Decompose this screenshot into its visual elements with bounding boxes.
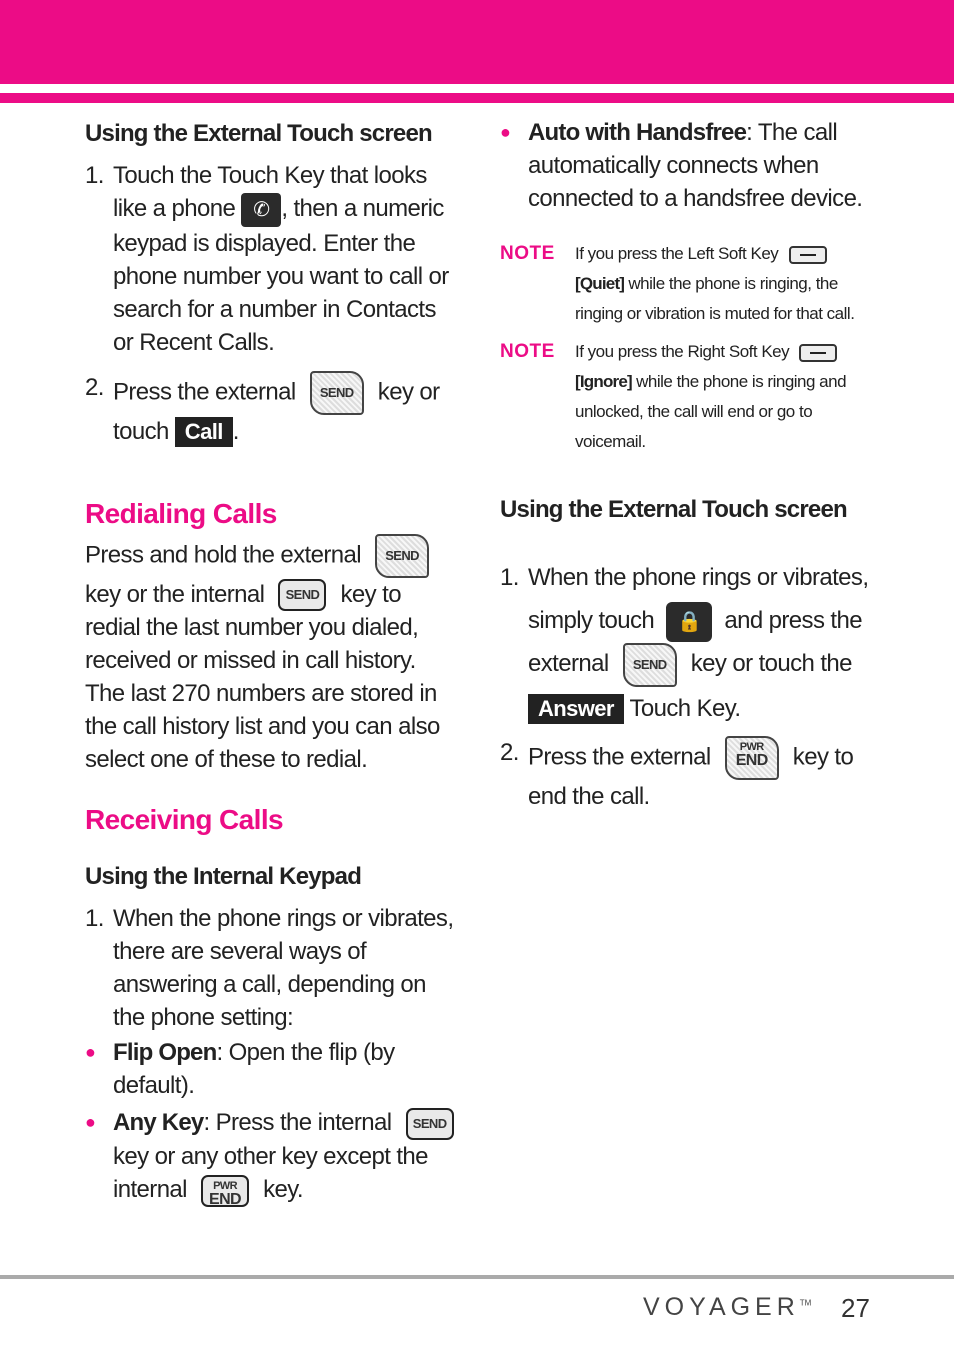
pwr-label: PWR bbox=[213, 1179, 237, 1192]
note-text: while the phone is ringing, the ringing or vibration is muted for that call. bbox=[575, 274, 855, 323]
brand-logo bbox=[643, 1293, 811, 1322]
item-text: Touch Key. bbox=[629, 694, 741, 722]
section-heading-internal-keypad: Using the Internal Keypad bbox=[85, 863, 362, 891]
internal-send-key-icon: SEND bbox=[278, 579, 326, 611]
end-label: END bbox=[209, 1190, 241, 1208]
phone-icon: ✆ bbox=[241, 193, 281, 227]
section-heading-external-touch: Using the External Touch screen bbox=[85, 120, 432, 147]
receiving-calls-heading: Receiving Calls bbox=[85, 804, 283, 836]
bullet-icon: ● bbox=[85, 1042, 96, 1063]
bullet-icon: ● bbox=[500, 122, 511, 142]
bullet-term: Flip Open bbox=[113, 1039, 217, 1067]
left-soft-key-icon bbox=[789, 246, 827, 264]
item-text: , then a numeric keypad is displayed. Enter the phone number you want to call or search for a number in Contacts or Recent Calls. bbox=[113, 195, 449, 356]
internal-end-key-icon bbox=[201, 1175, 249, 1207]
item-text: key or touch the bbox=[690, 650, 852, 677]
external-send-key-icon: SEND bbox=[375, 534, 429, 578]
item-text: When the phone rings or vibrates, there are several ways of answering a call, depending on the phone setting: bbox=[113, 905, 454, 1032]
note-label: NOTE bbox=[500, 243, 555, 264]
bullet-text: key. bbox=[263, 1175, 303, 1203]
note-key-label: [Quiet] bbox=[575, 274, 625, 293]
header-rule bbox=[0, 93, 954, 103]
pwr-label: PWR bbox=[739, 740, 764, 753]
bullet-item bbox=[85, 1106, 460, 1206]
item-text: and press the external bbox=[528, 607, 862, 677]
list-number: 2. bbox=[85, 373, 104, 401]
item-text: Press the external bbox=[528, 743, 711, 770]
note-text: while the phone is ringing and unlocked, the call will end or go to voicemail. bbox=[575, 372, 847, 451]
note-key-label: [Ignore] bbox=[575, 372, 632, 391]
bullet-term: Any Key bbox=[113, 1109, 204, 1137]
trademark: TM bbox=[799, 1298, 812, 1308]
internal-send-key-icon: SEND bbox=[406, 1108, 454, 1140]
item-text: Press the external bbox=[113, 378, 296, 405]
redial-paragraph bbox=[85, 534, 460, 777]
list-item bbox=[85, 371, 460, 448]
note-block bbox=[500, 337, 870, 457]
list-number: 2. bbox=[500, 738, 519, 766]
end-label: END bbox=[735, 751, 768, 769]
paragraph-text: key to redial the last number you dialed, received or missed in call history. The last 270 numbers are stored in the call history list and you can also select one of these to redial. bbox=[85, 580, 440, 774]
list-item bbox=[85, 902, 460, 1034]
bullet-text: : The call automatically connects when connected to a handsfree device. bbox=[528, 119, 863, 212]
bullet-text: : Press the internal bbox=[203, 1109, 392, 1137]
lock-icon: 🔒 bbox=[666, 602, 712, 642]
item-text: key or touch bbox=[113, 378, 440, 445]
footer-rule bbox=[0, 1275, 954, 1279]
external-send-key-icon: SEND bbox=[623, 643, 677, 687]
page-number: 27 bbox=[841, 1293, 870, 1323]
bullet-icon: ● bbox=[85, 1112, 96, 1133]
note-label: NOTE bbox=[500, 341, 555, 362]
right-soft-key-icon bbox=[799, 344, 837, 362]
bullet-text: key or any other key except the internal bbox=[113, 1142, 428, 1203]
bullet-text: : Open the flip (by default). bbox=[113, 1039, 395, 1100]
item-text: key to end the call. bbox=[528, 743, 854, 810]
bullet-item bbox=[85, 1036, 460, 1102]
note-block bbox=[500, 239, 870, 329]
right-column bbox=[500, 112, 870, 813]
paragraph-text: key or the internal bbox=[85, 580, 265, 608]
list-number: 1. bbox=[85, 905, 104, 933]
header-bar bbox=[0, 0, 954, 84]
item-text: Touch the Touch Key that looks like a phone bbox=[113, 162, 427, 222]
list-item bbox=[85, 159, 460, 359]
note-text: If you press the Right Soft Key bbox=[575, 342, 790, 361]
section-heading-external-touch-2: Using the External Touch screen bbox=[500, 496, 847, 523]
list-number: 1. bbox=[85, 162, 104, 189]
item-text: . bbox=[232, 417, 239, 445]
redialing-calls-heading: Redialing Calls bbox=[85, 497, 277, 529]
answer-touch-key: Answer bbox=[528, 694, 624, 724]
note-text: If you press the Left Soft Key bbox=[575, 244, 779, 263]
external-send-key-icon: SEND bbox=[310, 371, 364, 415]
item-text: When the phone rings or vibrates, simply touch bbox=[528, 564, 869, 634]
left-column bbox=[85, 112, 460, 1207]
list-item bbox=[500, 736, 870, 813]
list-item bbox=[500, 556, 870, 730]
bullet-term: Auto with Handsfree bbox=[528, 119, 747, 146]
brand-name: VOYAGER bbox=[643, 1293, 800, 1321]
list-number: 1. bbox=[500, 564, 519, 591]
paragraph-text: Press and hold the external bbox=[85, 541, 361, 568]
call-touch-key: Call bbox=[175, 417, 233, 447]
bullet-item bbox=[500, 116, 870, 215]
external-end-key-icon bbox=[725, 736, 779, 780]
